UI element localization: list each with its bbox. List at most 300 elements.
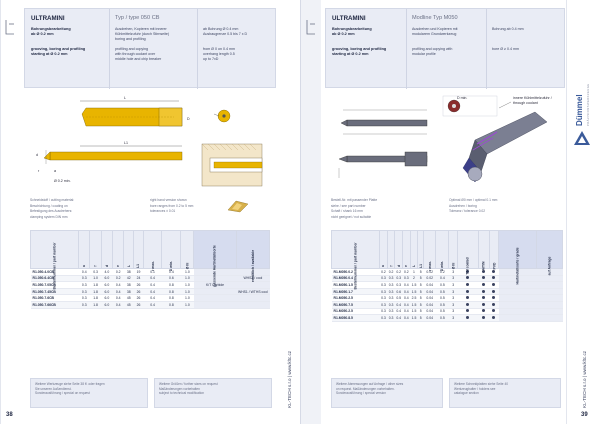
table-cell: 0.1 — [143, 269, 162, 276]
lt-h1: a — [82, 265, 87, 267]
left-note-a-3: Befestigung des Ausdrehers: — [30, 209, 73, 214]
table-cell: 0.4 — [396, 302, 402, 307]
right-corner-mark — [305, 18, 317, 36]
part-number-cell: R1.M050.1.5 — [332, 282, 380, 289]
right-footer-box-1 — [331, 378, 443, 408]
right-header-sep-1 — [406, 9, 407, 89]
dim-label-min-bore: Ø 0.2 min. — [54, 179, 71, 183]
table-cell: 0.5 — [436, 282, 449, 289]
dim-label-d: d — [36, 153, 38, 157]
availability-dot — [489, 301, 498, 308]
coolant-cell: WHS1 / WTHS cool — [237, 289, 268, 294]
table-cell: 5 — [419, 296, 422, 301]
table-cell: 3 — [449, 308, 458, 315]
left-spec-table — [30, 230, 270, 309]
table-cell: 1.0 — [181, 301, 194, 308]
rt-h-coolant: auf Anfrage — [547, 256, 552, 276]
rt-h1: a — [381, 265, 386, 267]
availability-dot — [489, 275, 498, 282]
table-row — [31, 269, 270, 276]
availability-dot — [489, 315, 498, 322]
table-cell: 0.3 — [396, 282, 402, 287]
table-cell: 0.3 — [381, 315, 386, 320]
brand-subtitle: PRÄZISIONSWERKZEUGE — [586, 83, 590, 126]
table-cell: 0.3 — [79, 288, 90, 295]
left-header-c2-1: Ausdrehen, Kopieren mit innerer — [115, 27, 167, 31]
table-cell: 0.3 — [381, 282, 386, 287]
right-note-a-3: Schaft / shank 16 mm — [331, 209, 363, 214]
left-header-c3b-3: up to 7xD — [203, 57, 219, 61]
table-cell: 0.2 — [403, 269, 409, 274]
left-footer-2-2: Maßänderungen vorbehalten — [159, 386, 200, 391]
table-cell: 0.3 — [381, 309, 386, 314]
right-spec-table — [331, 230, 563, 322]
part-number-cell: R1.M050.7.5 — [332, 301, 380, 308]
left-page-number: 38 — [6, 412, 13, 418]
table-row — [31, 301, 270, 308]
table-row — [332, 308, 563, 315]
lt-h2: f — [93, 265, 98, 267]
left-footer-1-3: Sonderausführung / special on request — [35, 391, 90, 396]
right-header-de-2: ab Ø 0.2 mm — [332, 32, 355, 36]
left-corner-mark — [4, 18, 16, 36]
left-footer-1-2: Sie unseren Außendienst. — [35, 386, 72, 391]
brand-logo-icon — [573, 130, 591, 146]
rt-h11: AlTiN — [481, 261, 486, 271]
table-cell: 0.3 — [388, 282, 394, 287]
table-cell: 0.02 — [423, 269, 436, 276]
material-cell — [499, 315, 537, 322]
table-row — [332, 288, 563, 295]
left-note-a-1: Schneidstoff / cutting material: — [30, 198, 75, 202]
table-cell: 0.02 — [423, 275, 436, 282]
table-cell: 0.3 — [388, 289, 394, 294]
availability-dot — [458, 315, 479, 322]
table-row — [332, 282, 563, 289]
table-cell: 0.4 — [143, 282, 162, 289]
availability-dot — [478, 315, 489, 322]
availability-dot — [489, 308, 498, 315]
coolant-cell — [537, 295, 563, 302]
material-cell — [499, 308, 537, 315]
left-header-c3-1: ab Bohrung Ø 0.4 mm — [203, 27, 239, 31]
table-cell: 0.3 — [79, 301, 90, 308]
part-number-cell: R1.M050.2.5 — [332, 295, 380, 302]
table-cell: 1.0 — [181, 269, 194, 276]
right-tool-drawing — [325, 92, 565, 192]
left-insert-photo — [226, 198, 250, 214]
table-cell: 38 — [124, 282, 134, 289]
table-cell: 0.4 — [143, 295, 162, 302]
right-note-b-3: Toleranz / tolerance 0.02 — [449, 209, 486, 214]
lt-h-coolant: erhältlich / available — [250, 249, 255, 283]
table-row — [31, 288, 270, 295]
dim-label-r: r — [38, 169, 40, 173]
availability-dot — [478, 275, 489, 282]
coolant-cell — [236, 295, 269, 302]
coolant-cell — [537, 301, 563, 308]
rt-h-material: Hartmetallsorte / grade — [515, 247, 520, 285]
left-header-c2b-2: with through coolant over — [115, 52, 156, 56]
coolant-cell — [537, 315, 563, 322]
table-cell: 0.4 — [396, 309, 402, 314]
right-footer-1-3: Sonderausführung / special version — [336, 391, 386, 396]
table-cell: 0.04 — [423, 282, 436, 289]
part-number-cell: R1.M050.2.5 — [332, 308, 380, 315]
table-cell: 38 — [124, 269, 134, 276]
left-note-b-3: tolerances ± 0.01 — [150, 209, 176, 214]
dim-label-L: L — [124, 96, 126, 100]
right-header-sep-2 — [486, 9, 487, 89]
table-cell: 0.4 — [143, 301, 162, 308]
part-number-cell: R1.050.7.6CB — [31, 295, 79, 302]
table-cell: 3 — [449, 275, 458, 282]
left-footer-box-1 — [30, 378, 148, 408]
table-row — [332, 269, 563, 276]
right-header-c3-1: Bohrung ab 0.4 mm — [492, 27, 524, 31]
left-header-c2-3: boring and profiling — [115, 37, 146, 41]
coolant-cell — [236, 282, 269, 289]
table-cell: 0.4 — [162, 269, 181, 276]
table-cell: 6.0 — [101, 295, 112, 302]
lt-h4: e — [116, 265, 121, 267]
table-cell: 1.8 — [90, 282, 101, 289]
table-cell: 0.3 — [403, 276, 409, 281]
left-footer-1-1: Weitere Werkzeuge siehe Seite 38 ff. oder fragen — [35, 382, 105, 386]
table-cell: 0.4 — [403, 282, 409, 287]
table-cell: 5 — [419, 309, 422, 314]
right-inner-strip — [301, 0, 321, 424]
table-cell: 0.8 — [162, 301, 181, 308]
table-cell: 0.8 — [162, 282, 181, 289]
table-row — [332, 295, 563, 302]
table-cell: 0.4 — [79, 269, 90, 276]
right-header-c2b-2: modular profile — [412, 52, 436, 56]
rt-h5: L — [411, 264, 416, 268]
material-cell — [499, 288, 537, 295]
table-cell: 0.4 — [113, 288, 124, 295]
left-footer-2-3: subject to technical modification — [159, 391, 205, 396]
rt-h4: e — [404, 265, 409, 267]
table-cell: 5 — [419, 302, 422, 307]
table-cell: 1.5 — [411, 282, 417, 287]
table-cell: 0.2 — [388, 269, 394, 274]
table-cell: 0.4 — [396, 315, 402, 320]
table-row — [31, 275, 270, 282]
table-cell: 38 — [124, 288, 134, 295]
table-row — [31, 282, 270, 289]
table-cell: 3 — [449, 282, 458, 289]
lt-h0: Bestellnummer / part number — [52, 242, 57, 290]
dim-label-a: a — [54, 169, 56, 173]
left-vertical-text: KL-TECH s.r.o | www.kltc.cz — [287, 350, 292, 408]
left-header-en-2: starting at Ø 0.2 mm — [31, 52, 68, 56]
left-table-header-row — [31, 231, 270, 269]
right-callout-dmin: D min. — [457, 96, 468, 100]
table-cell: 3 — [449, 269, 458, 276]
part-number-cell: R1.050.7.66CB — [31, 301, 79, 308]
left-notes-b — [150, 198, 193, 215]
table-cell: 24 — [134, 275, 144, 282]
availability-dot — [458, 275, 479, 282]
right-header-c2-1: Ausdrehen und Kopieren mit — [412, 27, 458, 31]
table-cell: 0.4 — [113, 282, 124, 289]
table-cell: 0.5 — [436, 288, 449, 295]
rt-h0: Bestellnummer / part number — [353, 242, 358, 290]
lt-h3: d — [104, 264, 109, 268]
table-cell: 0.6 — [162, 275, 181, 282]
table-row — [332, 315, 563, 322]
table-cell: 4.0 — [101, 269, 112, 276]
right-note-a-2: siehe / see part number — [331, 203, 366, 208]
table-cell: 26 — [134, 295, 144, 302]
lt-h6: L1 — [136, 264, 141, 268]
right-notes-a — [331, 198, 377, 220]
left-header-c3-2: Ausbaugrenze 0.5 bis 7 x D — [203, 32, 248, 36]
table-cell: 0.4 — [143, 275, 162, 282]
table-cell: 1.0 — [181, 295, 194, 302]
table-cell: 5 — [419, 282, 422, 287]
table-cell: 1.5 — [411, 315, 417, 320]
left-note-b-2: bore ranges from 0.2 to 5 mm — [150, 203, 194, 208]
availability-dot — [458, 295, 479, 302]
coolant-cell — [537, 275, 563, 282]
table-cell: 1.5 — [411, 289, 417, 294]
table-cell: 0.4 — [436, 275, 449, 282]
lt-h-material: passende Hartmetallsorte — [213, 245, 218, 287]
table-cell: 0.3 — [79, 295, 90, 302]
table-cell: 45 — [124, 295, 134, 302]
table-cell: 5 — [419, 289, 422, 294]
brand-name: Dümmel — [575, 94, 584, 126]
table-cell: 1.8 — [90, 288, 101, 295]
availability-dot — [489, 282, 498, 289]
right-header — [325, 8, 565, 88]
right-footer-2-1: Weitere Schneidplatten siehe Seite 40 — [454, 382, 508, 386]
table-cell: 0.3 — [388, 296, 394, 301]
lt-h5: L — [126, 264, 131, 268]
rt-h12: PVD — [491, 262, 496, 270]
table-cell: 1.5 — [411, 302, 417, 307]
material-cell — [194, 295, 236, 302]
material-cell — [499, 295, 537, 302]
table-cell: 1.0 — [181, 288, 194, 295]
table-cell: 26 — [134, 282, 144, 289]
coolant-cell: WHS1 / cool — [236, 275, 269, 282]
right-note-b-1: Optimal Ø0 mm / optimal 0.1 mm — [449, 198, 498, 202]
table-cell: 0.5 — [436, 301, 449, 308]
table-cell: 0.3 — [381, 276, 386, 281]
availability-dot — [458, 308, 479, 315]
table-cell: 0.5 — [436, 308, 449, 315]
table-cell: 6.0 — [101, 275, 112, 282]
table-cell: 1.5 — [411, 309, 417, 314]
table-cell: 0.04 — [423, 301, 436, 308]
material-cell — [194, 301, 236, 308]
table-cell: 0.3 — [79, 282, 90, 289]
table-cell: 3 — [449, 288, 458, 295]
table-cell: 0.8 — [162, 295, 181, 302]
table-cell: 0.04 — [423, 288, 436, 295]
table-cell: 2.5 — [411, 296, 417, 301]
rt-h7: r max. — [427, 261, 432, 271]
table-cell: 1.8 — [90, 301, 101, 308]
rt-h10: TiN coated — [465, 257, 470, 275]
table-cell: 3 — [449, 301, 458, 308]
table-cell: 0.2 — [396, 269, 402, 274]
table-cell: 0.4 — [143, 288, 162, 295]
coolant-cell — [537, 282, 563, 289]
left-header-c2b-1: profiling and copying — [115, 47, 148, 51]
part-number-cell: R1.050.6.4CB — [31, 275, 79, 282]
right-footer-2-3: catalogue section — [454, 391, 479, 396]
left-header-de-1: Bohrungsbearbeitung — [31, 27, 71, 31]
right-vertical-text: KL-TECH s.r.o | www.kltc.cz — [582, 350, 587, 408]
availability-dot — [489, 295, 498, 302]
right-footer-1-1: Weitere Abmessungen auf Anfrage / other sizes — [336, 382, 404, 386]
left-header-c3b-1: from Ø 0 on 0.4 mm — [203, 47, 235, 51]
table-cell: 0.3 — [396, 276, 402, 281]
material-cell: K/T Carbide — [194, 282, 236, 289]
table-cell: 0.3 — [381, 302, 386, 307]
left-header-de-2: ab Ø 0.2 mm — [31, 32, 54, 36]
availability-dot — [458, 301, 479, 308]
table-cell: 1.8 — [90, 295, 101, 302]
table-cell: 0.4 — [403, 289, 409, 294]
rt-h2: f — [389, 265, 394, 267]
right-note-a-4: nicht geeignet / not suitable — [331, 214, 372, 219]
rt-h6: L1 — [418, 264, 423, 268]
left-header-sep-2 — [197, 9, 198, 89]
table-cell: 0.4 — [403, 309, 409, 314]
right-note-b-2: Ausdrehen / boring — [449, 203, 477, 208]
table-cell: 3 — [449, 295, 458, 302]
right-footer-1-2: on request. Maßänderungen vorbehalten. — [336, 386, 395, 391]
table-cell: 0.5 — [436, 295, 449, 302]
left-footer-box-2 — [154, 378, 272, 408]
table-cell: 2 — [410, 275, 418, 282]
lt-h7: r max. — [150, 261, 155, 271]
table-cell: 0.04 — [423, 315, 436, 322]
availability-dot — [478, 308, 489, 315]
part-number-cell: R1.M050.1.7 — [332, 288, 380, 295]
table-row — [332, 275, 563, 282]
table-cell: 0.6 — [396, 289, 402, 294]
table-cell: 1 — [410, 269, 418, 276]
right-header-title: ULTRAMINI — [332, 15, 366, 22]
left-header-title: ULTRAMINI — [31, 15, 65, 22]
coolant-cell — [537, 288, 563, 295]
part-number-cell: R1.M050.0.2 — [332, 269, 380, 276]
right-header-de-1: Bohrungsbearbeitung — [332, 27, 372, 31]
table-cell: 0.5 — [436, 315, 449, 322]
table-cell: 0.4 — [113, 295, 124, 302]
lt-h9: Ø hl — [185, 262, 190, 270]
left-notes-a — [30, 198, 74, 220]
table-cell: 26 — [134, 301, 144, 308]
right-header-c2-2: modularem Grundwerkzeug — [412, 32, 457, 36]
table-cell: 0.04 — [423, 308, 436, 315]
left-inner-strip — [0, 0, 20, 424]
left-header-subtitle: Typ / type 050 CB — [115, 15, 160, 21]
left-header-c2-2: Kühlmittelzufuhr (durch Stirnseite) — [115, 32, 170, 36]
table-cell: 0.3 — [388, 276, 394, 281]
table-cell: 0.4 — [403, 302, 409, 307]
right-header-c2b-1: profiling and copying with — [412, 47, 453, 51]
dim-label-L1: L1 — [124, 141, 128, 145]
table-cell: 26 — [134, 288, 144, 295]
table-cell: 0.04 — [423, 295, 436, 302]
right-page-number: 39 — [581, 412, 588, 418]
table-cell: 0.3 — [381, 289, 386, 294]
right-notes-b — [449, 198, 497, 215]
right-note-a-1: Bestell-Nr. mit passender Platte — [331, 198, 378, 202]
table-cell: 45 — [124, 301, 134, 308]
table-cell: 0.3 — [388, 315, 394, 320]
table-cell: 0.8 — [162, 288, 181, 295]
table-cell: 1.0 — [90, 275, 101, 282]
rt-h3: d — [396, 264, 401, 268]
table-cell: 0.5 — [396, 296, 402, 301]
rt-h8: D min. — [440, 260, 445, 272]
table-cell: 0.3 — [90, 269, 101, 276]
right-page — [300, 0, 600, 424]
table-cell: 0.2 — [381, 269, 386, 274]
table-cell: 0.3 — [79, 275, 90, 282]
table-cell: 1.0 — [181, 282, 194, 289]
right-footer-2-2: Werkzeughalter / holders see — [454, 386, 496, 391]
table-cell: 0.2 — [113, 275, 124, 282]
part-number-cell: R1.M050.0.4 — [332, 275, 380, 282]
left-header-c2b-3: middle hole and chip breaker — [115, 57, 162, 61]
table-row — [31, 295, 270, 302]
part-number-cell: R1.050.4.0CB — [31, 269, 79, 276]
availability-dot — [458, 288, 479, 295]
table-cell: 0.4 — [113, 301, 124, 308]
rt-h9: Ø hl — [451, 262, 456, 270]
availability-dot — [458, 282, 479, 289]
right-header-subtitle: Modline Typ M050 — [412, 15, 458, 21]
table-cell: 0.4 — [403, 296, 409, 301]
table-cell: 0.2 — [436, 269, 449, 276]
left-header-en-1: grooving, boring and profiling — [31, 47, 86, 51]
table-cell: 6.0 — [101, 288, 112, 295]
right-footer-box-2 — [449, 378, 561, 408]
left-header — [24, 8, 276, 88]
availability-dot — [478, 282, 489, 289]
table-cell: 6.0 — [101, 301, 112, 308]
table-cell: 5 — [419, 269, 422, 274]
table-cell: 1.0 — [181, 275, 194, 282]
material-cell — [499, 301, 537, 308]
right-header-en-2: starting at Ø 0.2 mm — [332, 52, 369, 56]
right-callout-coolant: innere Kühlmittelzufuhr / through coolant — [513, 96, 552, 105]
left-header-sep-1 — [109, 9, 110, 89]
left-note-a-4: clamping system DIN mm — [30, 214, 68, 219]
availability-dot — [478, 288, 489, 295]
left-note-a-2: Beschichtung / coating on — [30, 203, 68, 208]
table-cell: 3 — [449, 315, 458, 322]
table-cell: 0.3 — [388, 309, 394, 314]
material-cell — [194, 288, 236, 295]
table-cell: 0.2 — [113, 269, 124, 276]
table-cell: 5 — [419, 276, 422, 281]
left-tool-drawing — [24, 92, 276, 192]
lt-h8: D min. — [169, 260, 174, 272]
table-row — [332, 301, 563, 308]
availability-dot — [489, 288, 498, 295]
right-header-en-1: grooving, boring and profiling — [332, 47, 387, 51]
